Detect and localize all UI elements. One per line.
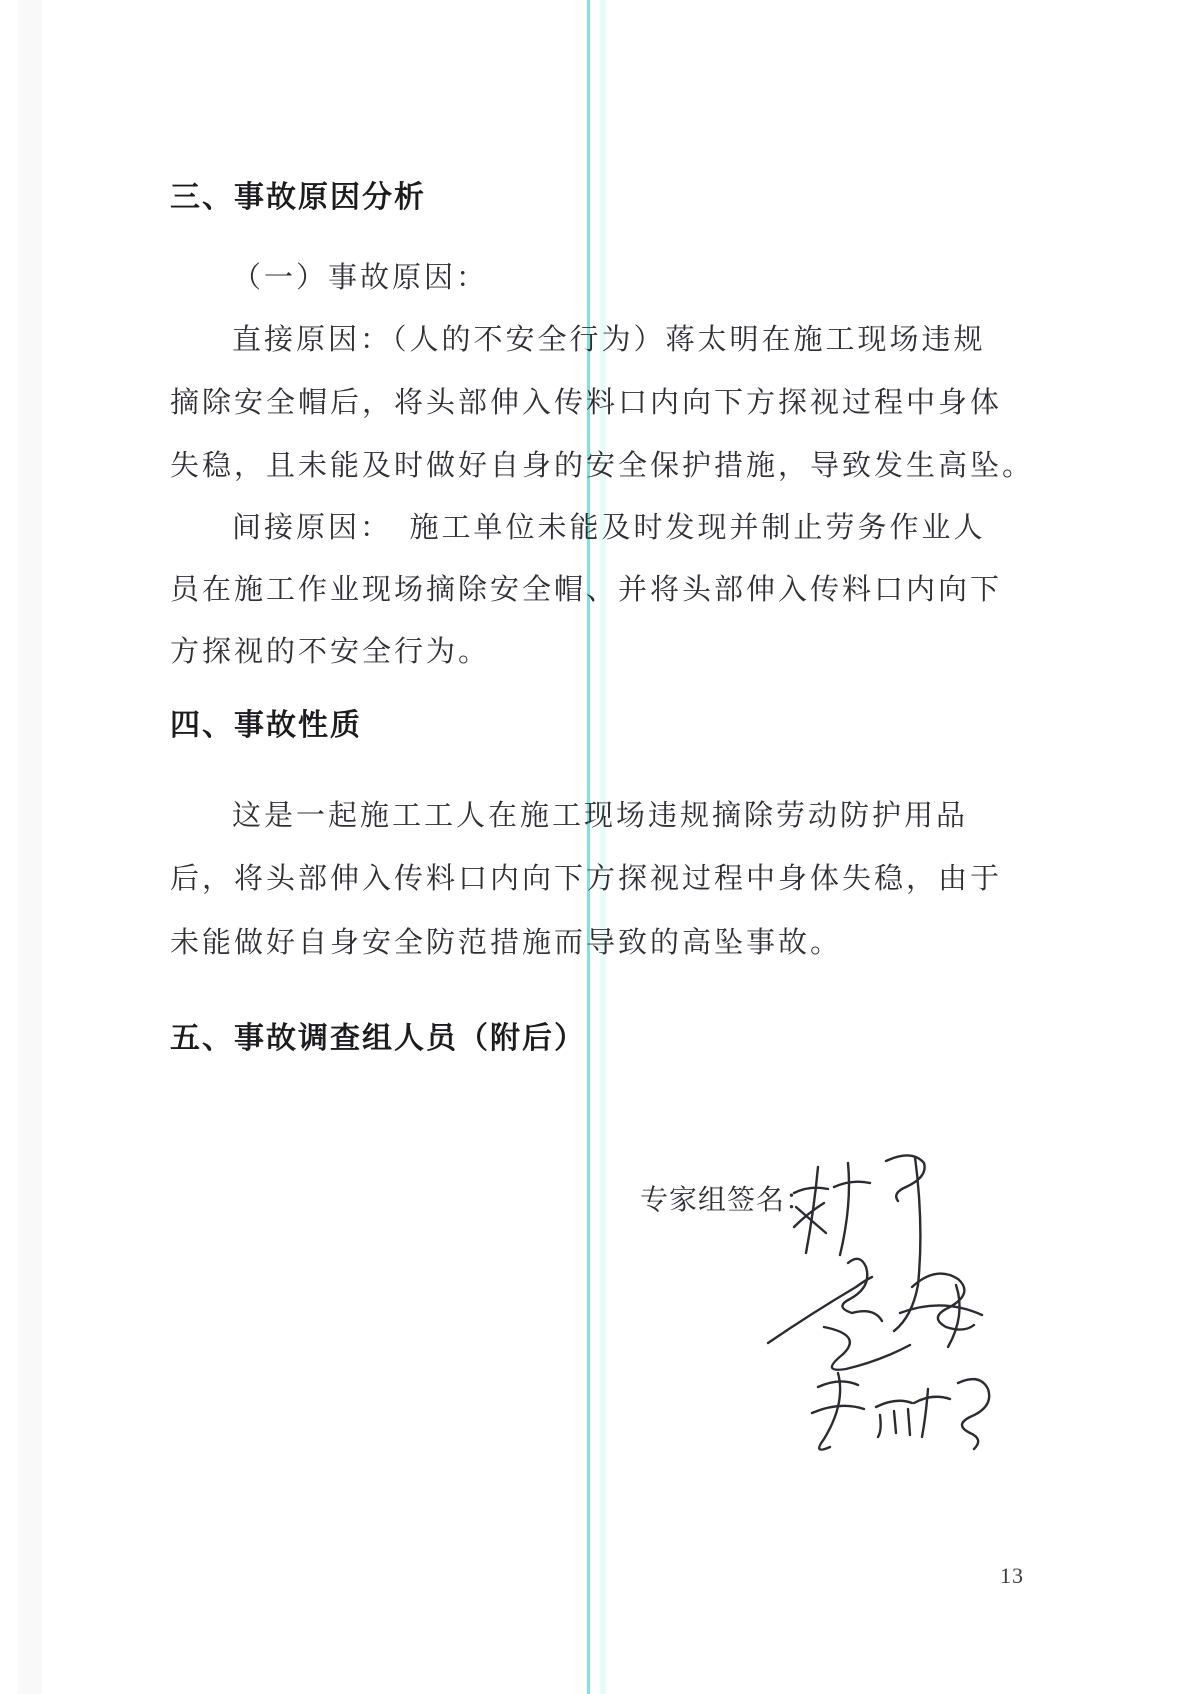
direct-cause-line-2: 摘除安全帽后，将头部伸入传料口内向下方探视过程中身体: [170, 387, 1003, 419]
page-number: 13: [1000, 1563, 1024, 1588]
direct-cause-line-1: 直接原因：（人的不安全行为）蒋太明在施工现场违规: [232, 324, 986, 356]
accident-nature-line-2: 后，将头部伸入传料口内向下方探视过程中身体失稳，由于: [170, 863, 1003, 895]
expert-group-signature-label: 专家组签名：: [640, 1185, 815, 1216]
scan-edge-shadow: [18, 0, 42, 1694]
signature-2-icon: [768, 1259, 982, 1370]
section-heading-accident-nature: 四、事故性质: [170, 709, 362, 742]
subheading-accident-cause: （一）事故原因：: [232, 262, 489, 294]
signature-3-icon: [812, 1373, 989, 1450]
section-heading-accident-cause-analysis: 三、事故原因分析: [170, 181, 426, 214]
scanner-streak-faint: [600, 0, 606, 1694]
indirect-cause-line-2: 员在施工作业现场摘除安全帽、并将头部伸入传料口内向下: [170, 574, 1003, 606]
direct-cause-line-3: 失稳，且未能及时做好自身的安全保护措施，导致发生高坠。: [170, 450, 1035, 482]
signature-1-icon: [794, 1155, 925, 1331]
indirect-cause-line-3: 方探视的不安全行为。: [170, 636, 491, 668]
accident-nature-line-1: 这是一起施工工人在施工现场违规摘除劳动防护用品: [232, 800, 969, 832]
handwritten-signatures: [760, 1135, 1020, 1465]
scanner-streak-cyan: [587, 0, 590, 1694]
section-heading-investigation-team: 五、事故调查组人员（附后）: [170, 1022, 586, 1055]
accident-nature-line-3: 未能做好自身安全防范措施而导致的高坠事故。: [170, 927, 843, 959]
indirect-cause-line-1: 间接原因： 施工单位未能及时发现并制止劳务作业人: [232, 512, 986, 544]
